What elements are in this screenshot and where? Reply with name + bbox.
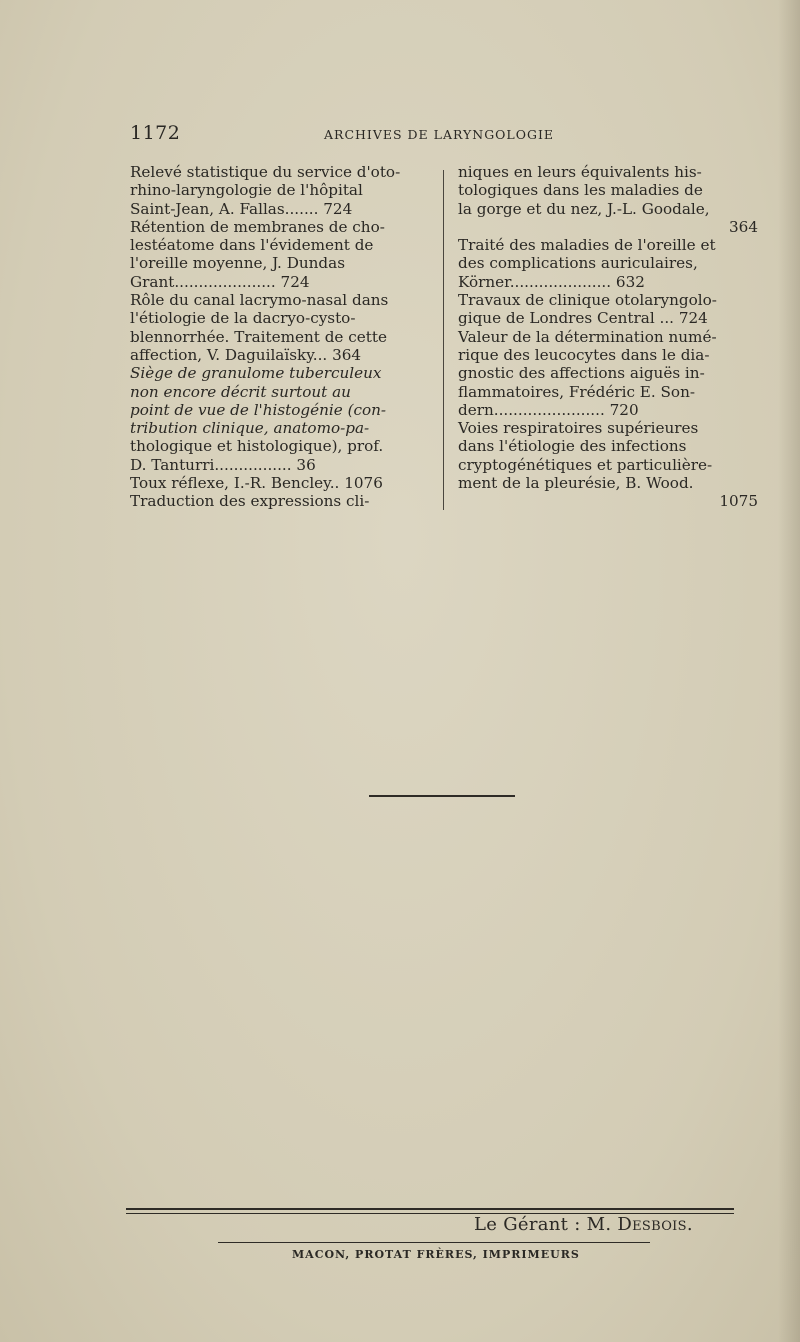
entry-line: niques en leurs équivalents his- <box>458 163 702 181</box>
index-entry <box>130 291 430 364</box>
entry-line: affection, V. Daguilaïsky... 364 <box>130 345 362 364</box>
running-title: ARCHIVES DE LARYNGOLOGIE <box>324 127 555 142</box>
manager-prefix: Le Gérant : M. <box>474 1214 618 1235</box>
entry-line: Rétention de membranes de cho- <box>130 217 385 236</box>
column-divider <box>443 170 444 510</box>
index-column-right <box>458 163 758 511</box>
entry-line: Grant..................... 724 <box>130 272 310 291</box>
entry-line: l'étiologie de la dacryo-cysto- <box>130 309 356 328</box>
entry-line: Traité des maladies de l'oreille et <box>458 236 716 255</box>
entry-line: point de vue de l'histogénie (con- <box>130 400 387 419</box>
entry-line: D. Tanturri................ 36 <box>130 455 316 474</box>
entry-line: des complications auriculaires, <box>458 254 698 273</box>
entry-line: gnostic des affections aiguës in- <box>458 364 705 383</box>
entry-line: Travaux de clinique otolaryngolo- <box>458 291 717 310</box>
index-entry <box>130 218 430 291</box>
entry-line: dern....................... 720 <box>458 400 639 419</box>
index-entry <box>130 364 430 474</box>
entry-line: Voies respiratoires supérieures <box>458 419 699 438</box>
entry-line: tologiques dans les maladies de <box>458 181 703 200</box>
entry-page-ref: 1075 <box>719 492 758 511</box>
entry-line: Siège de granulome tuberculeux <box>130 364 382 383</box>
entry-line: Körner..................... 632 <box>458 272 645 291</box>
index-entry <box>458 163 758 236</box>
index-entry <box>130 492 430 510</box>
footer-rule <box>126 1208 734 1210</box>
entry-line: cryptogénétiques et particulière- <box>458 455 713 474</box>
entry-line: thologique et histologique), prof. <box>130 437 384 456</box>
entry-line: non encore décrit surtout au <box>130 382 351 401</box>
entry-line: la gorge et du nez, J.-L. Goodale, <box>458 199 710 218</box>
page-edge-shadow <box>778 0 800 1342</box>
entry-line: rhino-laryngologie de l'hôpital <box>130 181 363 200</box>
index-entry <box>130 474 430 492</box>
printer-imprint: MACON, PROTAT FRÈRES, IMPRIMEURS <box>292 1248 580 1261</box>
entry-line: dans l'étiologie des infections <box>458 437 687 456</box>
entry-line: l'oreille moyenne, J. Dundas <box>130 254 346 273</box>
entry-line: rique des leucocytes dans le dia- <box>458 345 710 364</box>
entry-line: ment de la pleurésie, B. Wood. <box>458 474 694 493</box>
manager-name: Desbois. <box>617 1214 693 1235</box>
page-header <box>130 122 760 146</box>
index-entry <box>458 419 758 510</box>
manager-line <box>474 1214 693 1235</box>
page-number: 1172 <box>130 122 181 144</box>
index-entry <box>458 328 758 419</box>
entry-line: Toux réflexe, I.-R. Bencley.. 1076 <box>130 474 383 493</box>
entry-line: gique de Londres Central ... 724 <box>458 309 708 328</box>
entry-page-ref: 364 <box>729 217 758 236</box>
entry-line: Valeur de la détermination numé- <box>458 327 717 346</box>
index-column-left <box>130 163 430 511</box>
end-rule <box>369 795 515 797</box>
index-entry <box>458 291 758 328</box>
entry-line: blennorrhée. Traitement de cette <box>130 327 387 346</box>
entry-line: flammatoires, Frédéric E. Son- <box>458 382 695 401</box>
entry-line: Rôle du canal lacrymo-nasal dans <box>130 291 389 310</box>
index-entry <box>458 236 758 291</box>
entry-line: lestéatome dans l'évidement de <box>130 236 374 255</box>
footer-rule <box>218 1242 650 1243</box>
index-entry <box>130 163 430 218</box>
entry-line: Relevé statistique du service d'oto- <box>130 163 401 181</box>
entry-line: tribution clinique, anatomo-pa- <box>130 419 370 438</box>
entry-line: Traduction des expressions cli- <box>130 492 370 511</box>
entry-line: Saint-Jean, A. Fallas....... 724 <box>130 199 353 218</box>
